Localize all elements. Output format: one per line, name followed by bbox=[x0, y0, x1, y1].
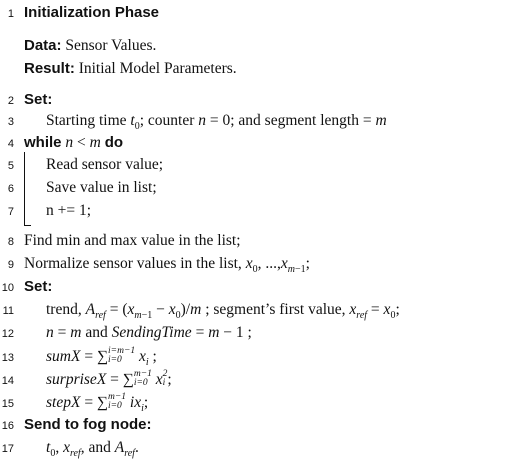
data-text: Sensor Values. bbox=[61, 37, 157, 54]
algo-line-5 bbox=[0, 154, 512, 176]
algo-line-13 bbox=[0, 346, 512, 368]
result-label: Result: bbox=[24, 60, 75, 77]
set-keyword: Set: bbox=[24, 91, 53, 108]
line-number: 16 bbox=[1, 420, 14, 432]
line-number: 8 bbox=[7, 236, 14, 248]
line-number: 14 bbox=[1, 375, 14, 387]
line-5-text: Read sensor value; bbox=[46, 156, 164, 173]
line-7-text: n += 1; bbox=[46, 202, 92, 219]
algo-line-12 bbox=[0, 322, 512, 344]
line-number: 15 bbox=[1, 398, 14, 410]
algo-line-8 bbox=[0, 230, 512, 252]
line-number: 6 bbox=[7, 183, 14, 195]
algo-line-1 bbox=[0, 2, 512, 24]
line-number: 5 bbox=[7, 160, 14, 172]
result-text: Initial Model Parameters. bbox=[74, 60, 237, 77]
line-number: 13 bbox=[1, 352, 14, 364]
line-13-text: sumX = ∑ i=m−1 i=0 $x_i$ ; bbox=[46, 346, 157, 369]
algo-line-4 bbox=[0, 132, 512, 154]
algo-line-3 bbox=[0, 110, 512, 132]
algo-line-17 bbox=[0, 437, 512, 459]
line-number: 9 bbox=[7, 259, 14, 271]
line-number: 2 bbox=[7, 95, 14, 107]
line-number: 7 bbox=[7, 206, 14, 218]
line-number: 3 bbox=[7, 116, 14, 128]
line-number: 4 bbox=[7, 138, 14, 150]
algo-line-11 bbox=[0, 299, 512, 321]
line-number: 1 bbox=[7, 8, 14, 20]
algo-line-16 bbox=[0, 414, 512, 436]
set-keyword: Set: bbox=[24, 278, 53, 295]
algo-data-line bbox=[0, 35, 512, 57]
algo-result-line bbox=[0, 58, 512, 80]
send-keyword: Send to fog node: bbox=[24, 416, 152, 433]
algo-line-7 bbox=[0, 200, 512, 222]
algo-title: Initialization Phase bbox=[24, 4, 160, 21]
line-number: 10 bbox=[1, 282, 14, 294]
line-6-text: Save value in list; bbox=[46, 179, 157, 196]
line-number: 11 bbox=[2, 305, 14, 317]
data-label: Data: bbox=[24, 37, 62, 54]
line-9-text: Normalize sensor values in the list, $x_0$, $...,x_{m-1}$; bbox=[24, 255, 310, 276]
algo-line-10 bbox=[0, 276, 512, 298]
line-17-text: $t_0$, $x_{ref}$, and $A_{ref}$. bbox=[46, 439, 139, 460]
line-11-text: trend, $A_{ref} = (x_{m-1} - x_0)/m$ ; segment’s first value, $x_{ref} = x_0$; bbox=[46, 301, 400, 322]
while-statement: while n < m do bbox=[24, 134, 124, 151]
line-14-text: surpriseX = ∑ m−1 i=0 x 2 i ; bbox=[46, 369, 172, 389]
line-number: 17 bbox=[1, 443, 14, 455]
line-12-text: n = m and SendingTime = m − 1 ; bbox=[46, 324, 252, 341]
line-3-text: Starting time $t_0$; counter n = 0; and segment length = m bbox=[46, 112, 387, 133]
algo-line-15 bbox=[0, 392, 512, 414]
line-15-text: stepX = ∑ m−1 i=0 $ix_i$; bbox=[46, 392, 149, 415]
algo-line-14 bbox=[0, 369, 512, 391]
line-number: 12 bbox=[1, 328, 14, 340]
line-8-text: Find min and max value in the list; bbox=[24, 232, 241, 249]
algo-line-2 bbox=[0, 89, 512, 111]
loop-bracket-end bbox=[24, 225, 31, 226]
algo-line-9 bbox=[0, 253, 512, 275]
algo-line-6 bbox=[0, 177, 512, 199]
